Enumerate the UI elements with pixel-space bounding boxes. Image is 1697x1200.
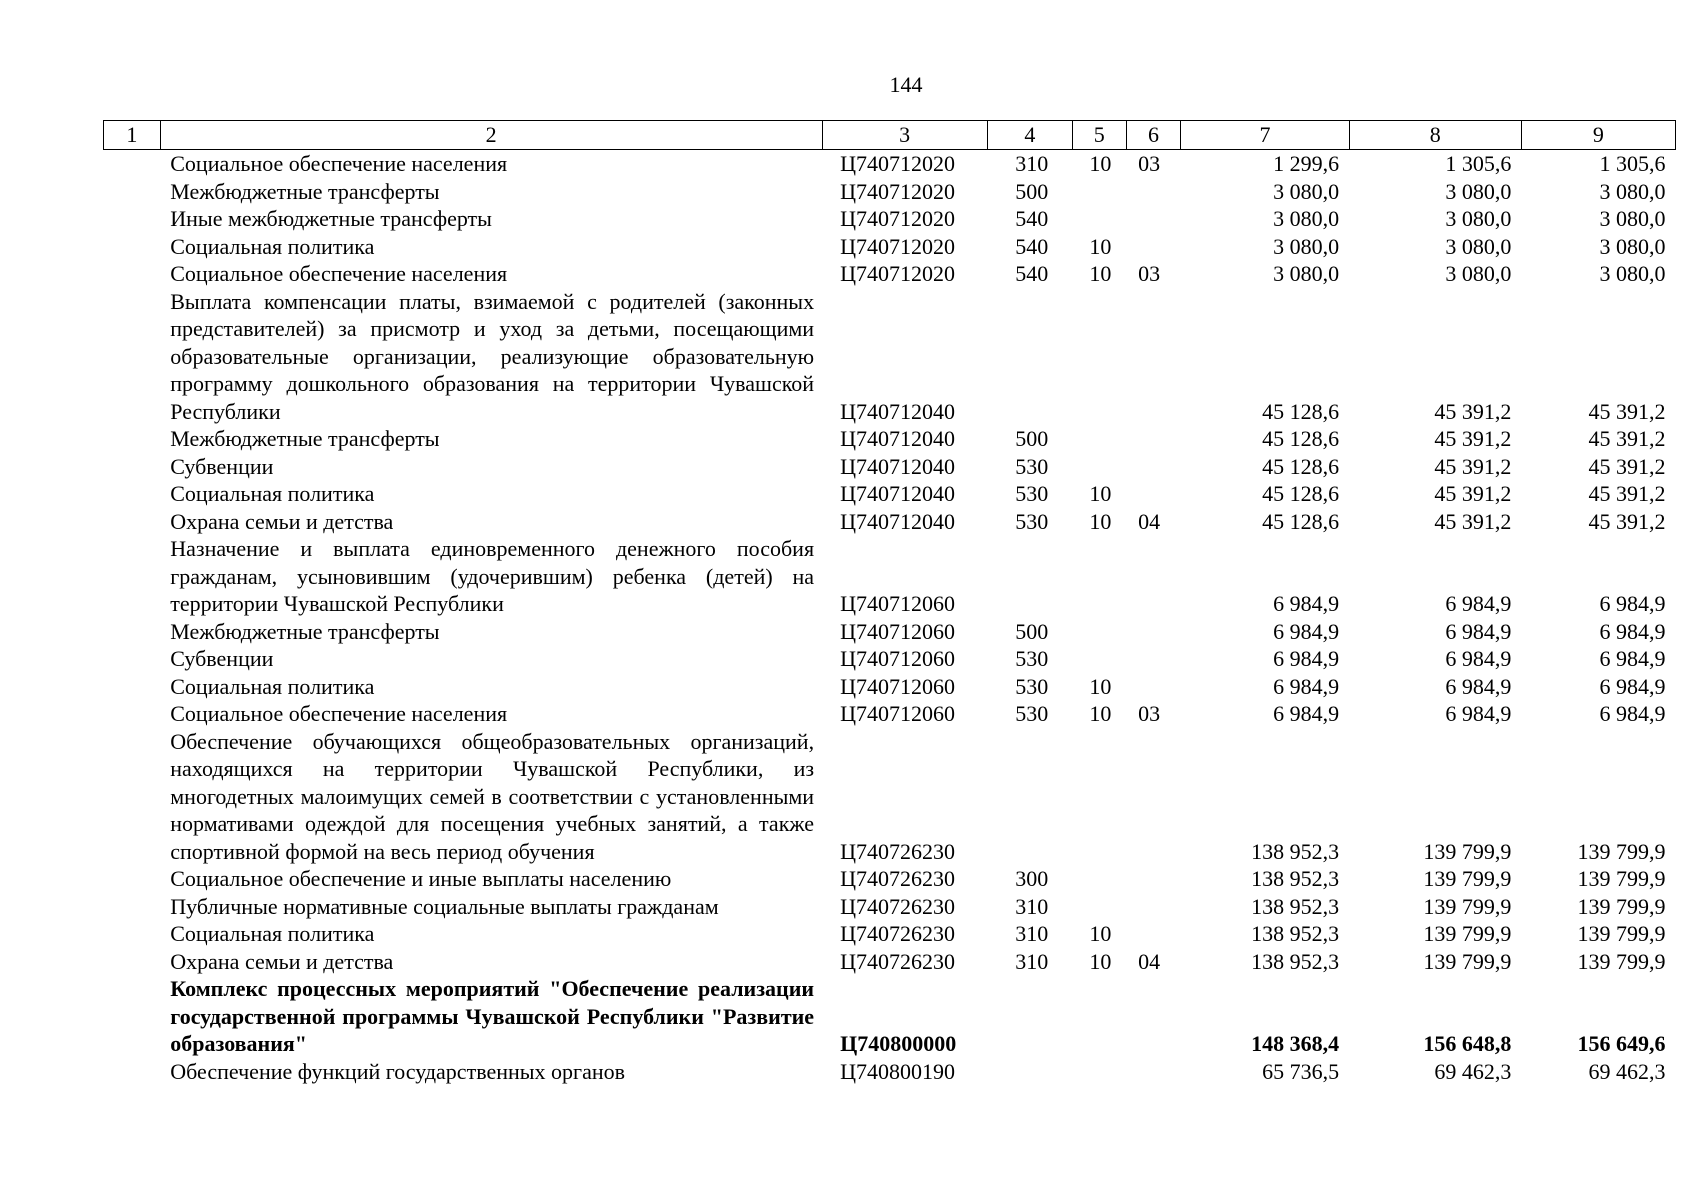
row-name-cell: Социальное обеспечение и иные выплаты населению — [170, 866, 672, 891]
row-code-cell: Ц740712060 — [840, 618, 955, 644]
row-col5-cell — [1072, 893, 1126, 921]
row-col5-cell — [1072, 1058, 1126, 1086]
row-col5-cell — [1072, 618, 1126, 646]
row-col6-cell — [1126, 480, 1181, 508]
row-value9-cell: 6 984,9 — [1599, 701, 1666, 726]
row-col6-cell — [1126, 618, 1181, 646]
row-value9-cell: 139 799,9 — [1577, 838, 1666, 864]
row-index-cell — [104, 673, 161, 701]
row-code-cell: Ц740712060 — [840, 646, 955, 671]
row-col6-cell — [1126, 920, 1181, 948]
row-value8-cell: 6 984,9 — [1445, 701, 1512, 726]
row-col4-cell — [987, 975, 1072, 1058]
row-col6-cell — [1126, 453, 1181, 481]
row-col4-cell: 310 — [1015, 921, 1049, 946]
row-value9-cell: 3 080,0 — [1599, 261, 1666, 286]
row-col4-cell: 540 — [1015, 206, 1049, 231]
row-col6-cell — [1126, 205, 1181, 233]
row-name-cell: Обеспечение функций государственных органов — [170, 1058, 625, 1084]
row-col6-cell: 04 — [1138, 508, 1161, 534]
row-value8-cell: 1 305,6 — [1445, 151, 1512, 176]
row-col5-cell — [1072, 425, 1126, 453]
row-col4-cell: 530 — [1015, 673, 1049, 699]
row-value7-cell: 138 952,3 — [1251, 893, 1340, 919]
table-row — [104, 1058, 1676, 1086]
row-col4-cell: 530 — [1015, 508, 1049, 534]
row-col5-cell: 10 — [1089, 701, 1112, 726]
table-row — [104, 260, 1676, 288]
table-row — [104, 975, 1676, 1058]
table-row — [104, 178, 1676, 206]
row-index-cell — [104, 535, 161, 618]
row-index-cell — [104, 205, 161, 233]
row-col6-cell: 03 — [1138, 151, 1161, 176]
row-value7-cell: 138 952,3 — [1251, 866, 1340, 891]
row-col5-cell: 10 — [1089, 233, 1112, 259]
table-row — [104, 728, 1676, 866]
row-index-cell — [104, 645, 161, 673]
row-value9-cell: 69 462,3 — [1588, 1058, 1666, 1084]
row-value7-cell: 3 080,0 — [1273, 261, 1340, 286]
row-col6-cell — [1126, 728, 1181, 866]
row-code-cell: Ц740712020 — [840, 178, 955, 204]
table-row — [104, 150, 1676, 178]
row-col6-cell: 04 — [1138, 948, 1161, 974]
row-index-cell — [104, 618, 161, 646]
row-value7-cell: 3 080,0 — [1273, 233, 1340, 259]
column-header-3: 3 — [822, 121, 987, 150]
row-index-cell — [104, 288, 161, 426]
row-value7-cell: 45 128,6 — [1262, 426, 1340, 451]
row-code-cell: Ц740712020 — [840, 233, 955, 259]
row-code-cell: Ц740712040 — [840, 426, 955, 451]
row-value7-cell: 65 736,5 — [1262, 1058, 1340, 1084]
row-name-cell: Субвенции — [170, 453, 274, 479]
row-value9-cell: 6 984,9 — [1599, 591, 1666, 616]
table-row — [104, 865, 1676, 893]
table-row — [104, 535, 1676, 618]
row-code-cell: Ц740712020 — [840, 261, 955, 286]
row-value9-cell: 45 391,2 — [1588, 481, 1666, 506]
row-col5-cell — [1072, 535, 1126, 618]
row-code-cell: Ц740726230 — [840, 838, 955, 864]
row-value8-cell: 3 080,0 — [1445, 206, 1512, 231]
row-col6-cell — [1126, 288, 1181, 426]
row-name-cell: Межбюджетные трансферты — [170, 618, 440, 644]
row-col6-cell — [1126, 673, 1181, 701]
column-header-5: 5 — [1072, 121, 1126, 150]
row-name-cell: Социальная политика — [170, 673, 375, 699]
row-col6-cell — [1126, 893, 1181, 921]
row-name-cell: Социальная политика — [170, 233, 375, 259]
row-value8-cell: 3 080,0 — [1445, 261, 1512, 286]
table-row — [104, 508, 1676, 536]
row-value9-cell: 6 984,9 — [1599, 646, 1666, 671]
row-value8-cell: 3 080,0 — [1445, 233, 1512, 259]
row-value9-cell: 3 080,0 — [1599, 178, 1666, 204]
row-name-cell: Охрана семьи и детства — [170, 508, 394, 534]
table-row — [104, 673, 1676, 701]
row-code-cell: Ц740726230 — [840, 866, 955, 891]
row-code-cell: Ц740726230 — [840, 893, 955, 919]
row-value8-cell: 45 391,2 — [1434, 481, 1512, 506]
row-col5-cell: 10 — [1089, 151, 1112, 176]
row-index-cell — [104, 1058, 161, 1086]
row-col5-cell: 10 — [1089, 508, 1112, 534]
table-row — [104, 233, 1676, 261]
table-row — [104, 480, 1676, 508]
row-index-cell — [104, 700, 161, 728]
row-col4-cell: 300 — [1015, 866, 1049, 891]
row-col5-cell: 10 — [1089, 673, 1112, 699]
column-header-4: 4 — [987, 121, 1072, 150]
row-col6-cell — [1126, 1058, 1181, 1086]
row-index-cell — [104, 920, 161, 948]
row-value7-cell: 148 368,4 — [1251, 1031, 1340, 1056]
row-code-cell: Ц740712020 — [840, 151, 955, 176]
row-value7-cell: 6 984,9 — [1273, 673, 1340, 699]
row-value8-cell: 45 391,2 — [1434, 398, 1512, 424]
row-col4-cell: 500 — [1015, 426, 1049, 451]
row-value9-cell: 156 649,6 — [1577, 1031, 1666, 1056]
row-col4-cell: 500 — [1015, 178, 1049, 204]
header-row — [104, 121, 1676, 150]
row-code-cell: Ц740712060 — [840, 673, 955, 699]
row-index-cell — [104, 453, 161, 481]
row-name-cell: Обеспечение обучающихся общеобразовательных организаций, находящихся на территории Чувашской Республики, из многодетных малоимущих семей в соответствии с установленными нормативами одеждой для посещения учебных занятий, а также спортивной формой на весь период обучения — [170, 728, 815, 864]
row-value9-cell: 45 391,2 — [1588, 508, 1666, 534]
row-col5-cell — [1072, 178, 1126, 206]
row-code-cell: Ц740712040 — [840, 453, 955, 479]
page-number: 144 — [889, 72, 923, 97]
row-value8-cell: 6 984,9 — [1445, 618, 1512, 644]
row-name-cell: Охрана семьи и детства — [170, 948, 394, 974]
row-code-cell: Ц740726230 — [840, 921, 955, 946]
row-col4-cell: 500 — [1015, 618, 1049, 644]
row-value8-cell: 69 462,3 — [1434, 1058, 1512, 1084]
row-index-cell — [104, 150, 161, 178]
row-col4-cell — [987, 1058, 1072, 1086]
row-value7-cell: 1 299,6 — [1273, 151, 1340, 176]
column-header-6: 6 — [1126, 121, 1181, 150]
row-col5-cell: 10 — [1089, 948, 1112, 974]
row-value7-cell: 138 952,3 — [1251, 948, 1340, 974]
row-col6-cell: 03 — [1138, 261, 1161, 286]
column-header-7: 7 — [1181, 121, 1349, 150]
row-code-cell: Ц740726230 — [840, 948, 955, 974]
table-body — [104, 150, 1676, 1086]
row-col6-cell — [1126, 425, 1181, 453]
row-col5-cell — [1072, 453, 1126, 481]
row-value8-cell: 45 391,2 — [1434, 508, 1512, 534]
row-index-cell — [104, 893, 161, 921]
row-col6-cell — [1126, 865, 1181, 893]
row-value7-cell: 3 080,0 — [1273, 178, 1340, 204]
row-name-cell: Публичные нормативные социальные выплаты гражданам — [170, 893, 719, 919]
row-col6-cell — [1126, 645, 1181, 673]
row-col6-cell: 03 — [1138, 701, 1161, 726]
row-index-cell — [104, 260, 161, 288]
table-row — [104, 425, 1676, 453]
row-col5-cell — [1072, 288, 1126, 426]
row-index-cell — [104, 233, 161, 261]
row-col4-cell — [987, 728, 1072, 866]
row-value7-cell: 6 984,9 — [1273, 591, 1340, 616]
row-value9-cell: 6 984,9 — [1599, 618, 1666, 644]
row-name-cell: Субвенции — [170, 646, 274, 671]
row-col5-cell — [1072, 205, 1126, 233]
row-col5-cell — [1072, 975, 1126, 1058]
table-row — [104, 893, 1676, 921]
row-name-cell: Социальное обеспечение населения — [170, 701, 508, 726]
column-header-2: 2 — [160, 121, 822, 150]
row-name-cell: Межбюджетные трансферты — [170, 178, 440, 204]
row-value8-cell: 6 984,9 — [1445, 673, 1512, 699]
row-col6-cell — [1126, 975, 1181, 1058]
row-value8-cell: 139 799,9 — [1423, 866, 1512, 891]
row-col4-cell — [987, 288, 1072, 426]
row-value8-cell: 3 080,0 — [1445, 178, 1512, 204]
row-index-cell — [104, 948, 161, 976]
row-value9-cell: 45 391,2 — [1588, 398, 1666, 424]
row-col4-cell: 530 — [1015, 646, 1049, 671]
row-value7-cell: 6 984,9 — [1273, 618, 1340, 644]
row-value9-cell: 1 305,6 — [1599, 151, 1666, 176]
row-value7-cell: 3 080,0 — [1273, 206, 1340, 231]
budget-table — [103, 120, 1676, 1085]
row-value9-cell: 139 799,9 — [1577, 948, 1666, 974]
row-index-cell — [104, 728, 161, 866]
row-value8-cell: 45 391,2 — [1434, 426, 1512, 451]
row-name-cell: Комплекс процессных мероприятий "Обеспечение реализации государственной программы Чувашской Республики "Развитие образования" — [170, 976, 815, 1056]
row-code-cell: Ц740712040 — [840, 481, 955, 506]
row-value7-cell: 6 984,9 — [1273, 701, 1340, 726]
row-index-cell — [104, 425, 161, 453]
row-col4-cell — [987, 535, 1072, 618]
table-row — [104, 645, 1676, 673]
row-index-cell — [104, 480, 161, 508]
row-index-cell — [104, 865, 161, 893]
row-col5-cell: 10 — [1089, 481, 1112, 506]
table-row — [104, 700, 1676, 728]
row-value7-cell: 6 984,9 — [1273, 646, 1340, 671]
row-col4-cell: 540 — [1015, 261, 1049, 286]
column-header-9: 9 — [1521, 121, 1675, 150]
row-index-cell — [104, 508, 161, 536]
row-code-cell: Ц740712020 — [840, 206, 955, 231]
row-col6-cell — [1126, 178, 1181, 206]
row-value7-cell: 45 128,6 — [1262, 508, 1340, 534]
row-code-cell: Ц740712060 — [840, 701, 955, 726]
row-col4-cell: 530 — [1015, 453, 1049, 479]
row-name-cell: Межбюджетные трансферты — [170, 426, 440, 451]
row-value8-cell: 139 799,9 — [1423, 921, 1512, 946]
table-row — [104, 920, 1676, 948]
row-col5-cell — [1072, 865, 1126, 893]
row-col5-cell: 10 — [1089, 261, 1112, 286]
row-value9-cell: 6 984,9 — [1599, 673, 1666, 699]
row-code-cell: Ц740712060 — [840, 591, 955, 616]
column-header-1: 1 — [104, 121, 161, 150]
row-code-cell: Ц740800190 — [840, 1058, 955, 1084]
row-value8-cell: 45 391,2 — [1434, 453, 1512, 479]
row-name-cell: Социальная политика — [170, 481, 375, 506]
row-value8-cell: 139 799,9 — [1423, 893, 1512, 919]
row-code-cell: Ц740800000 — [840, 1031, 957, 1056]
row-col6-cell — [1126, 535, 1181, 618]
row-name-cell: Социальное обеспечение населения — [170, 261, 508, 286]
row-col5-cell: 10 — [1089, 921, 1112, 946]
row-value9-cell: 139 799,9 — [1577, 921, 1666, 946]
row-value8-cell: 6 984,9 — [1445, 591, 1512, 616]
row-value9-cell: 139 799,9 — [1577, 893, 1666, 919]
row-value9-cell: 139 799,9 — [1577, 866, 1666, 891]
row-value7-cell: 45 128,6 — [1262, 481, 1340, 506]
table-row — [104, 205, 1676, 233]
table-row — [104, 948, 1676, 976]
row-col6-cell — [1126, 233, 1181, 261]
row-value7-cell: 138 952,3 — [1251, 921, 1340, 946]
row-name-cell: Назначение и выплата единовременного денежного пособия гражданам, усыновившим (удочерившим) ребенка (детей) на территории Чувашской Республики — [170, 536, 815, 616]
row-name-cell: Социальное обеспечение населения — [170, 151, 508, 176]
table-row — [104, 618, 1676, 646]
row-code-cell: Ц740712040 — [840, 398, 955, 424]
row-code-cell: Ц740712040 — [840, 508, 955, 534]
row-col4-cell: 530 — [1015, 701, 1049, 726]
row-col5-cell — [1072, 728, 1126, 866]
row-value9-cell: 3 080,0 — [1599, 233, 1666, 259]
row-index-cell — [104, 178, 161, 206]
row-value7-cell: 45 128,6 — [1262, 453, 1340, 479]
row-value8-cell: 6 984,9 — [1445, 646, 1512, 671]
table-row — [104, 453, 1676, 481]
row-name-cell: Иные межбюджетные трансферты — [170, 206, 492, 231]
row-value8-cell: 139 799,9 — [1423, 838, 1512, 864]
row-col5-cell — [1072, 645, 1126, 673]
row-col4-cell: 310 — [1015, 151, 1049, 176]
column-header-8: 8 — [1349, 121, 1521, 150]
row-col4-cell: 310 — [1015, 893, 1049, 919]
row-value8-cell: 139 799,9 — [1423, 948, 1512, 974]
row-value9-cell: 3 080,0 — [1599, 206, 1666, 231]
row-name-cell: Выплата компенсации платы, взимаемой с родителей (законных представителей) за присмотр и уход за детьми, посещающими образовательные организации, реализующие образовательную программу дошкольного образования на территории Чувашской Республики — [170, 288, 815, 424]
row-col4-cell: 310 — [1015, 948, 1049, 974]
table-row — [104, 288, 1676, 426]
row-value9-cell: 45 391,2 — [1588, 426, 1666, 451]
row-value9-cell: 45 391,2 — [1588, 453, 1666, 479]
row-col4-cell: 540 — [1015, 233, 1049, 259]
row-name-cell: Социальная политика — [170, 921, 375, 946]
row-col4-cell: 530 — [1015, 481, 1049, 506]
row-value8-cell: 156 648,8 — [1423, 1031, 1512, 1056]
row-index-cell — [104, 975, 161, 1058]
row-value7-cell: 138 952,3 — [1251, 838, 1340, 864]
row-value7-cell: 45 128,6 — [1262, 398, 1340, 424]
